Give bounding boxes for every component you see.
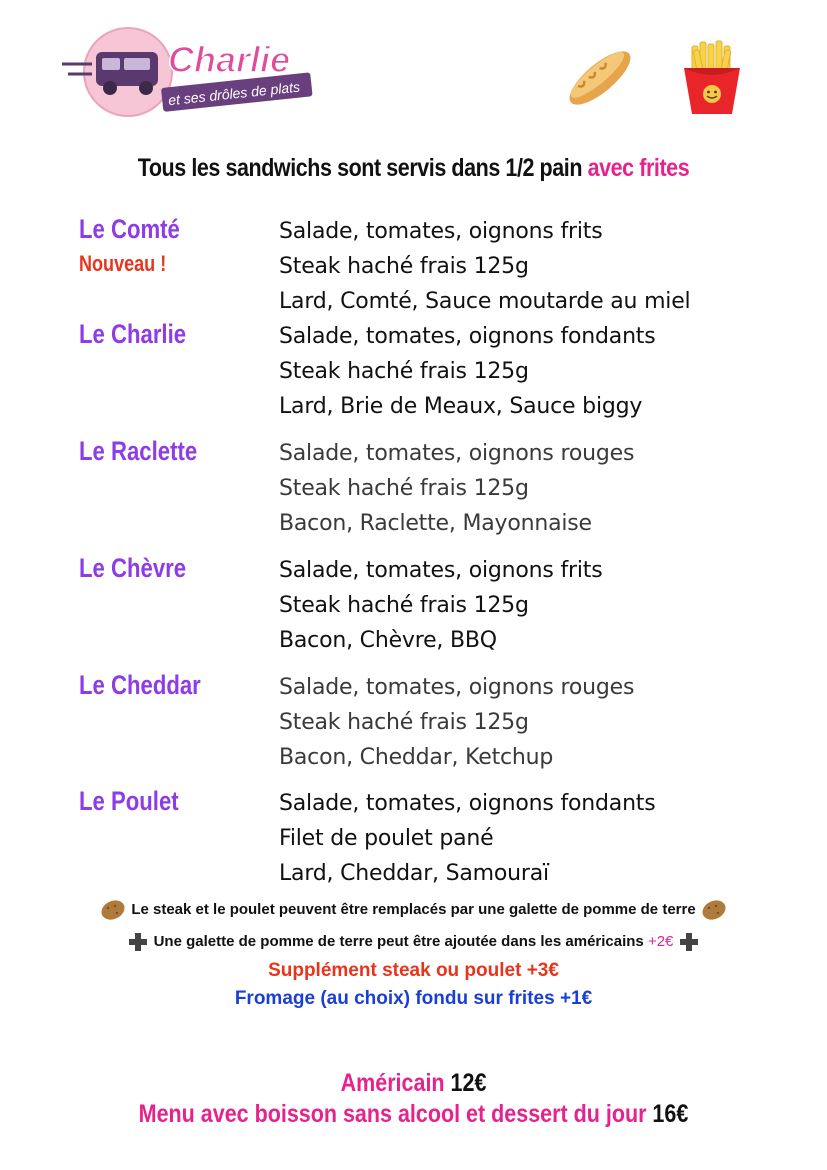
item-name: Le Charlie bbox=[79, 319, 187, 349]
item-line: Lard, Comté, Sauce moutarde au miel bbox=[279, 289, 691, 314]
item-line: Filet de poulet pané bbox=[279, 826, 494, 851]
americain-price: 12€ bbox=[450, 1069, 487, 1097]
potato-icon bbox=[700, 898, 728, 922]
potato-add-price: +2€ bbox=[647, 932, 674, 950]
menu-label: Menu avec boisson sans alcool et dessert du jour bbox=[138, 1100, 653, 1128]
americain-label: Américain bbox=[340, 1069, 451, 1097]
item-line: Salade, tomates, oignons frits bbox=[279, 558, 603, 583]
item-line: Salade, tomates, oignons rouges bbox=[279, 675, 635, 700]
food-truck-icon bbox=[62, 52, 158, 95]
item-line: Bacon, Cheddar, Ketchup bbox=[279, 745, 554, 770]
item-line: Lard, Brie de Meaux, Sauce biggy bbox=[279, 394, 643, 419]
item-line: Salade, tomates, oignons rouges bbox=[279, 441, 635, 466]
item-line: Salade, tomates, oignons frits bbox=[279, 219, 603, 244]
item-line: Steak haché frais 125g bbox=[279, 359, 529, 384]
potato-icon bbox=[99, 898, 127, 922]
item-name: Le Chèvre bbox=[79, 553, 187, 583]
plus-icon bbox=[678, 931, 700, 953]
menu-price: 16€ bbox=[652, 1100, 689, 1128]
supplement-note: Supplément steak ou poulet +3€ bbox=[268, 960, 559, 981]
item-name: Le Cheddar bbox=[79, 670, 201, 700]
item-line: Bacon, Raclette, Mayonnaise bbox=[279, 511, 592, 536]
baguette-icon bbox=[560, 38, 640, 118]
headline-main: Tous les sandwichs sont servis dans 1/2 pain bbox=[137, 154, 588, 182]
item-name: Le Poulet bbox=[79, 786, 179, 816]
item-line: Steak haché frais 125g bbox=[279, 254, 529, 279]
plus-icon bbox=[127, 931, 149, 953]
item-name: Le Comté bbox=[79, 214, 180, 244]
potato-add-note bbox=[0, 931, 827, 953]
item-name: Le Raclette bbox=[79, 436, 198, 466]
item-line: Salade, tomates, oignons fondants bbox=[279, 324, 656, 349]
item-line: Lard, Cheddar, Samouraï bbox=[279, 861, 549, 886]
item-line: Bacon, Chèvre, BBQ bbox=[279, 628, 497, 653]
headline-accent: avec frites bbox=[587, 154, 690, 182]
item-line: Salade, tomates, oignons fondants bbox=[279, 791, 656, 816]
svg-text:Charlie: Charlie bbox=[168, 39, 291, 80]
potato-add-text: Une galette de pomme de terre peut être ajoutée dans les américains bbox=[153, 932, 648, 950]
item-line: Steak haché frais 125g bbox=[279, 476, 529, 501]
item-line: Steak haché frais 125g bbox=[279, 593, 529, 618]
charlie-logo bbox=[58, 22, 318, 122]
new-badge: Nouveau ! bbox=[79, 251, 167, 276]
svg-text:et ses drôles de plats: et ses drôles de plats bbox=[167, 78, 301, 109]
menu-price-line bbox=[58, 1100, 769, 1129]
headline bbox=[58, 154, 769, 183]
cheese-note: Fromage (au choix) fondu sur frites +1€ bbox=[234, 988, 593, 1009]
potato-swap-note bbox=[0, 898, 827, 922]
americain-price-line bbox=[58, 1069, 769, 1098]
potato-swap-text: Le steak et le poulet peuvent être remplacés par une galette de pomme de terre bbox=[131, 900, 696, 918]
item-line: Steak haché frais 125g bbox=[279, 710, 529, 735]
fries-icon bbox=[672, 38, 752, 118]
